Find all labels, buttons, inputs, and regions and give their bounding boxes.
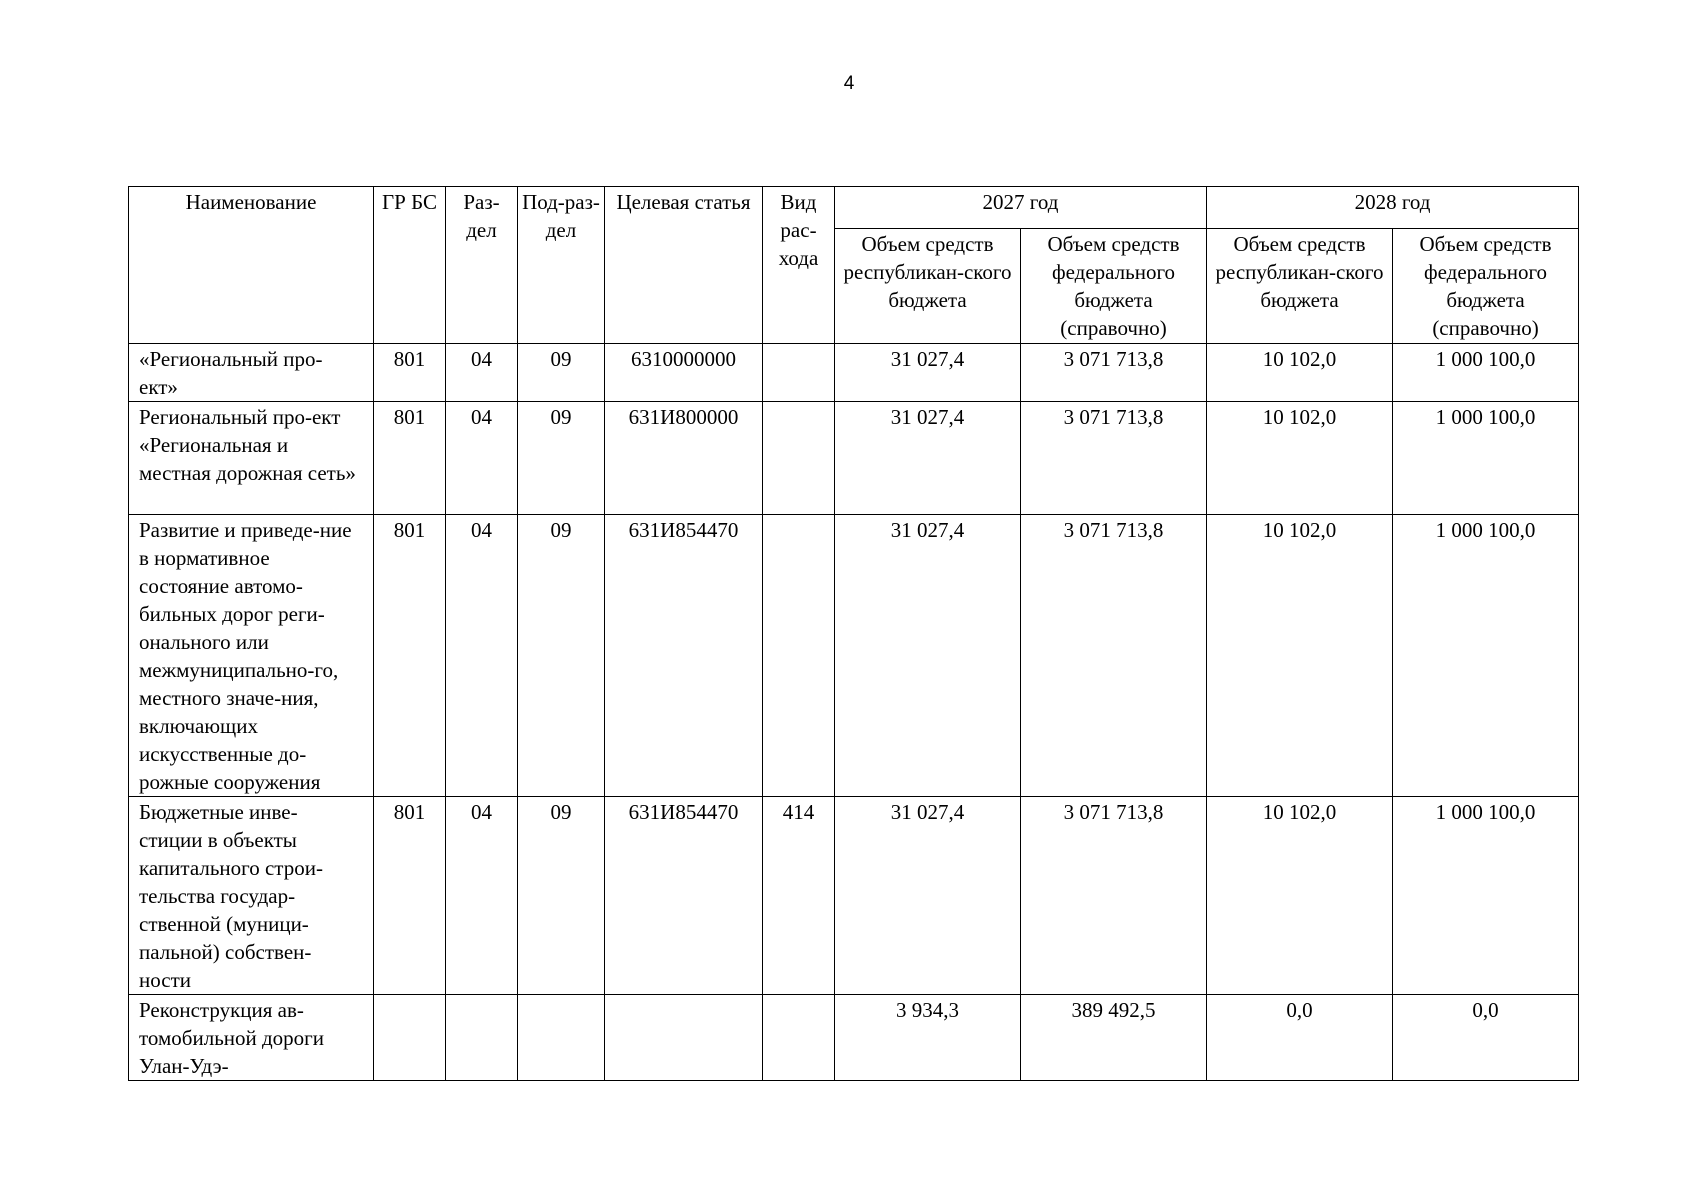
table-row <box>129 515 1579 797</box>
row-grbs: 801 <box>374 797 446 995</box>
row-celevaya-statya: 631И854470 <box>605 797 763 995</box>
row-razdel: 04 <box>446 797 518 995</box>
table-row <box>129 797 1579 995</box>
row-federal-2027: 389 492,5 <box>1021 995 1207 1081</box>
row-republican-2028: 10 102,0 <box>1207 797 1393 995</box>
row-federal-2028: 1 000 100,0 <box>1393 344 1579 402</box>
row-celevaya-statya: 631И854470 <box>605 515 763 797</box>
header-celevaya-statya: Целевая статья <box>605 187 763 344</box>
header-razdel: Раз-дел <box>446 187 518 344</box>
header-federal-2027: Объем средств федерального бюджета (справочно) <box>1021 229 1207 344</box>
table-row <box>129 344 1579 402</box>
row-federal-2028: 1 000 100,0 <box>1393 515 1579 797</box>
row-republican-2027: 3 934,3 <box>835 995 1021 1081</box>
budget-table <box>128 186 1579 1081</box>
row-vid-rashoda <box>763 995 835 1081</box>
row-republican-2027: 31 027,4 <box>835 344 1021 402</box>
row-vid-rashoda <box>763 515 835 797</box>
row-name: Бюджетные инве-стиции в объекты капитального строи-тельства государ-ственной (муници-пальной) собствен-ности <box>129 797 374 995</box>
row-podrazdel: 09 <box>518 402 605 515</box>
row-federal-2027: 3 071 713,8 <box>1021 515 1207 797</box>
header-grbs: ГР БС <box>374 187 446 344</box>
row-name: Реконструкция ав-томобильной дороги Улан-Удэ- <box>129 995 374 1081</box>
row-republican-2027: 31 027,4 <box>835 797 1021 995</box>
row-republican-2028: 10 102,0 <box>1207 515 1393 797</box>
row-grbs: 801 <box>374 402 446 515</box>
row-republican-2028: 0,0 <box>1207 995 1393 1081</box>
row-podrazdel: 09 <box>518 515 605 797</box>
row-vid-rashoda <box>763 402 835 515</box>
header-podrazdel: Под-раз-дел <box>518 187 605 344</box>
row-republican-2028: 10 102,0 <box>1207 344 1393 402</box>
row-grbs: 801 <box>374 515 446 797</box>
header-vid-rashoda: Вид рас-хода <box>763 187 835 344</box>
row-federal-2028: 1 000 100,0 <box>1393 402 1579 515</box>
row-name: Региональный про-ект «Региональная и местная дорожная сеть» <box>129 402 374 515</box>
table-row <box>129 402 1579 515</box>
row-vid-rashoda <box>763 344 835 402</box>
table-row <box>129 995 1579 1081</box>
row-celevaya-statya: 6310000000 <box>605 344 763 402</box>
header-name: Наименование <box>129 187 374 344</box>
table-header <box>129 187 1579 344</box>
row-podrazdel <box>518 995 605 1081</box>
row-razdel <box>446 995 518 1081</box>
page-number: 4 <box>843 73 855 94</box>
header-year-2027: 2027 год <box>835 187 1207 229</box>
header-year-2028: 2028 год <box>1207 187 1579 229</box>
row-federal-2027: 3 071 713,8 <box>1021 344 1207 402</box>
row-celevaya-statya: 631И800000 <box>605 402 763 515</box>
row-federal-2027: 3 071 713,8 <box>1021 402 1207 515</box>
row-celevaya-statya <box>605 995 763 1081</box>
row-name: «Региональный про-ект» <box>129 344 374 402</box>
header-republican-2028: Объем средств республикан-ского бюджета <box>1207 229 1393 344</box>
row-grbs <box>374 995 446 1081</box>
row-vid-rashoda: 414 <box>763 797 835 995</box>
row-podrazdel: 09 <box>518 344 605 402</box>
row-podrazdel: 09 <box>518 797 605 995</box>
row-federal-2027: 3 071 713,8 <box>1021 797 1207 995</box>
row-republican-2027: 31 027,4 <box>835 402 1021 515</box>
row-federal-2028: 1 000 100,0 <box>1393 797 1579 995</box>
row-republican-2027: 31 027,4 <box>835 515 1021 797</box>
header-federal-2028: Объем средств федерального бюджета (справочно) <box>1393 229 1579 344</box>
row-name: Развитие и приведе-ние в нормативное состояние автомо-бильных дорог реги-онального или межмуниципально-го, местного значе-ния, включающих искусственные до-рожные сооружения <box>129 515 374 797</box>
header-row <box>129 187 1579 229</box>
row-republican-2028: 10 102,0 <box>1207 402 1393 515</box>
row-federal-2028: 0,0 <box>1393 995 1579 1081</box>
header-republican-2027: Объем средств республикан-ского бюджета <box>835 229 1021 344</box>
row-grbs: 801 <box>374 344 446 402</box>
row-razdel: 04 <box>446 515 518 797</box>
row-razdel: 04 <box>446 402 518 515</box>
row-razdel: 04 <box>446 344 518 402</box>
table-body <box>129 344 1579 1081</box>
